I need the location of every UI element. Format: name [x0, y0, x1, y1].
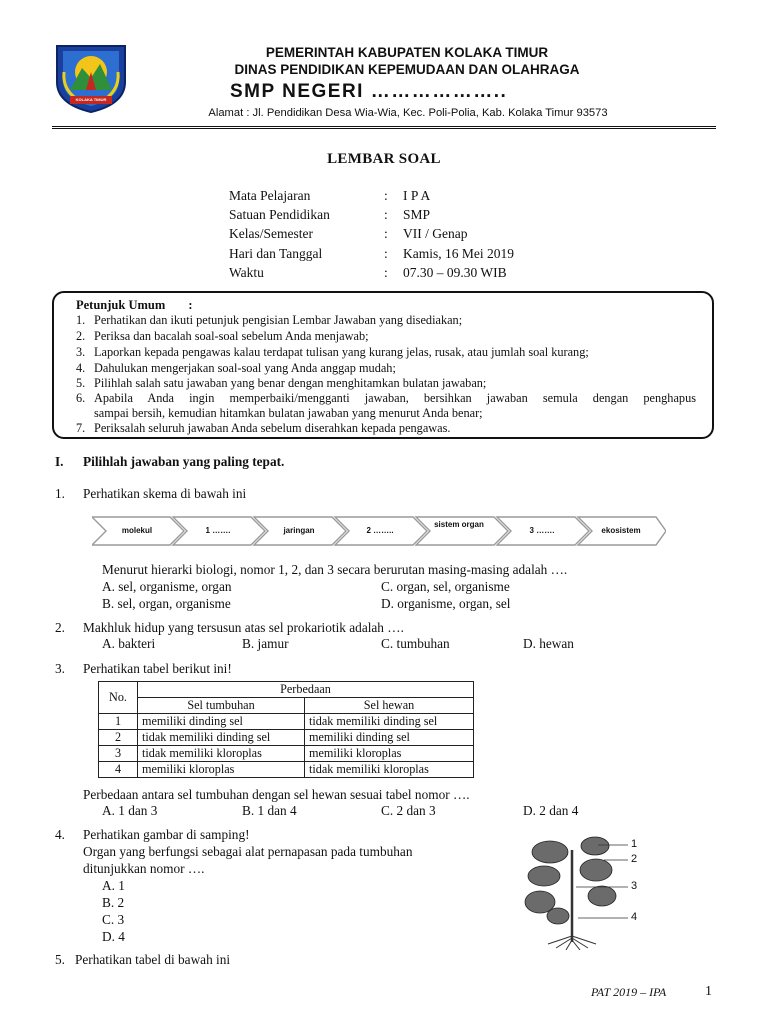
instruction-item [76, 376, 486, 391]
school-name: SMP NEGERI ……………….. [230, 81, 508, 102]
gov-title: PEMERINTAH KABUPATEN KOLAKA TIMUR [265, 45, 549, 60]
question-stem: Perbedaan antara sel tumbuhan dengan sel hewan sesuai tabel nomor …. [83, 787, 470, 802]
instruction-item [76, 421, 451, 436]
instructions-box [52, 291, 714, 439]
plant-label: 4 [631, 911, 638, 923]
instruction-text: Perhatikan dan ikuti petunjuk pengisian Lembar Jawaban yang disediakan; [94, 313, 463, 327]
instruction-item [76, 313, 462, 328]
answer-option: A. bakteri [102, 636, 156, 651]
info-sep: : [384, 265, 388, 280]
question-stem: Organ yang berfungsi sebagai alat pernapasan pada tumbuhan [83, 844, 413, 859]
question-text: Perhatikan tabel berikut ini! [83, 661, 232, 676]
question-number: 5. [55, 952, 65, 967]
answer-option: A. sel, organisme, organ [102, 579, 232, 594]
table-cell: memiliki kloroplas [305, 746, 474, 762]
info-value: SMP [403, 207, 431, 222]
instruction-item [76, 329, 369, 344]
logo-caption: KOLAKA TIMUR [75, 97, 107, 102]
hierarchy-level: 3 ……. [529, 526, 555, 535]
section-number: I. [55, 454, 64, 469]
answer-option: C. organ, sel, organisme [381, 579, 510, 594]
info-sep: : [384, 207, 388, 222]
instruction-text: Periksalah seluruh jawaban Anda sebelum diserahkan kepada pengawas. [94, 421, 451, 435]
hierarchy-level: jaringan [283, 526, 315, 535]
instruction-item [76, 391, 696, 406]
answer-option: B. 1 dan 4 [242, 803, 297, 818]
question-text: Perhatikan tabel di bawah ini [75, 952, 231, 967]
school-address: Alamat : Jl. Pendidikan Desa Wia-Wia, Kec. Poli-Polia, Kab. Kolaka Timur 93573 [208, 107, 608, 119]
answer-option: D. 2 dan 4 [523, 803, 579, 818]
instructions-title-text: Petunjuk Umum [76, 298, 166, 312]
page-number: 1 [705, 984, 712, 999]
info-sep: : [384, 226, 388, 241]
info-value: VII / Genap [403, 226, 468, 241]
instruction-num: 6. [76, 391, 86, 405]
instruction-item [76, 345, 589, 360]
answer-option: B. jamur [242, 636, 289, 651]
answer-option: D. 4 [102, 929, 125, 944]
info-label: Hari dan Tanggal [229, 246, 323, 261]
question-number: 2. [55, 620, 65, 635]
table-cell: tidak memiliki dinding sel [138, 730, 305, 746]
instructions-title [76, 298, 193, 313]
instruction-num: 4. [76, 361, 86, 375]
instruction-num: 1. [76, 313, 86, 327]
answer-option: C. 3 [102, 912, 125, 927]
answer-option: A. 1 dan 3 [102, 803, 158, 818]
hierarchy-level: ekosistem [601, 526, 641, 535]
hierarchy-level: sistem organ [434, 520, 484, 529]
question-stem: Menurut hierarki biologi, nomor 1, 2, dan 3 secara berurutan masing-masing adalah …. [102, 562, 568, 577]
answer-option: B. 2 [102, 895, 125, 910]
info-value: Kamis, 16 Mei 2019 [403, 246, 514, 261]
page-title: LEMBAR SOAL [327, 151, 441, 167]
info-label: Mata Pelajaran [229, 188, 311, 203]
table-cell: memiliki dinding sel [305, 730, 474, 746]
table-cell: memiliki kloroplas [138, 762, 305, 778]
plant-label: 1 [631, 838, 638, 850]
section-title: Pilihlah jawaban yang paling tepat. [83, 454, 285, 469]
hierarchy-level: molekul [121, 526, 153, 535]
info-value: I P A [403, 188, 431, 203]
answer-option: C. 2 dan 3 [381, 803, 436, 818]
info-sep: : [384, 188, 388, 203]
table-cell: tidak memiliki kloroplas [138, 746, 305, 762]
table-row [99, 762, 474, 778]
plant-label: 3 [631, 880, 638, 892]
table-cell: 1 [99, 714, 138, 730]
table-header-col: Sel hewan [305, 698, 474, 714]
instruction-text: Pilihlah salah satu jawaban yang benar dengan menghitamkan bulatan jawaban; [94, 376, 487, 390]
info-label: Satuan Pendidikan [229, 207, 330, 222]
info-label: Waktu [229, 265, 264, 280]
question-number: 3. [55, 661, 65, 676]
table-header-col: Sel tumbuhan [138, 698, 305, 714]
table-row [99, 714, 474, 730]
table-cell: memiliki dinding sel [138, 714, 305, 730]
question-text: Perhatikan gambar di samping! [83, 827, 250, 842]
answer-option: D. hewan [523, 636, 574, 651]
instruction-text: Apabila Anda ingin memperbaiki/mengganti jawaban, bersihkan jawaban semula dengan penghapus [94, 391, 696, 405]
instruction-item-cont: sampai bersih, kemudian hitamkan bulatan jawaban yang menurut Anda benar; [94, 406, 483, 420]
question-number: 1. [55, 486, 65, 501]
question-text: Perhatikan skema di bawah ini [83, 486, 247, 501]
answer-option: C. tumbuhan [381, 636, 450, 651]
info-value: 07.30 – 09.30 WIB [403, 265, 507, 280]
table-cell: tidak memiliki kloroplas [305, 762, 474, 778]
table-row [99, 746, 474, 762]
dept-title: DINAS PENDIDIKAN KEPEMUDAAN DAN OLAHRAGA [234, 62, 580, 77]
instruction-num: 7. [76, 421, 86, 435]
question-stem: ditunjukkan nomor …. [83, 861, 205, 876]
question-text: Makhluk hidup yang tersusun atas sel prokariotik adalah …. [83, 620, 404, 635]
comparison-table [98, 681, 474, 778]
info-sep: : [384, 246, 388, 261]
info-label: Kelas/Semester [229, 226, 313, 241]
table-cell: tidak memiliki dinding sel [305, 714, 474, 730]
answer-option: B. sel, organ, organisme [102, 596, 231, 611]
school-logo [52, 42, 130, 114]
table-row [99, 730, 474, 746]
table-header-group: Perbedaan [138, 682, 474, 698]
hierarchy-level: 2 …….. [366, 526, 394, 535]
instruction-text: Dahulukan mengerjakan soal-soal yang Anda anggap mudah; [94, 361, 396, 375]
table-header-no: No. [99, 682, 138, 714]
plant-label: 2 [631, 853, 638, 865]
question-number: 4. [55, 827, 65, 842]
instruction-text: Laporkan kepada pengawas kalau terdapat tulisan yang kurang jelas, rusak, atau jumlah soal kurang; [94, 345, 589, 359]
instruction-num: 2. [76, 329, 86, 343]
table-cell: 3 [99, 746, 138, 762]
footer-exam: PAT 2019 – IPA [591, 985, 667, 999]
table-cell: 4 [99, 762, 138, 778]
instruction-text: Periksa dan bacalah soal-soal sebelum Anda menjawab; [94, 329, 369, 343]
answer-option: A. 1 [102, 878, 125, 893]
instruction-num: 5. [76, 376, 86, 390]
instructions-colon: : [188, 298, 193, 312]
header-divider [52, 126, 716, 129]
answer-option: D. organisme, organ, sel [381, 596, 511, 611]
instruction-item [76, 361, 396, 376]
table-cell: 2 [99, 730, 138, 746]
instruction-num: 3. [76, 345, 86, 359]
hierarchy-level: 1 ……. [205, 526, 231, 535]
